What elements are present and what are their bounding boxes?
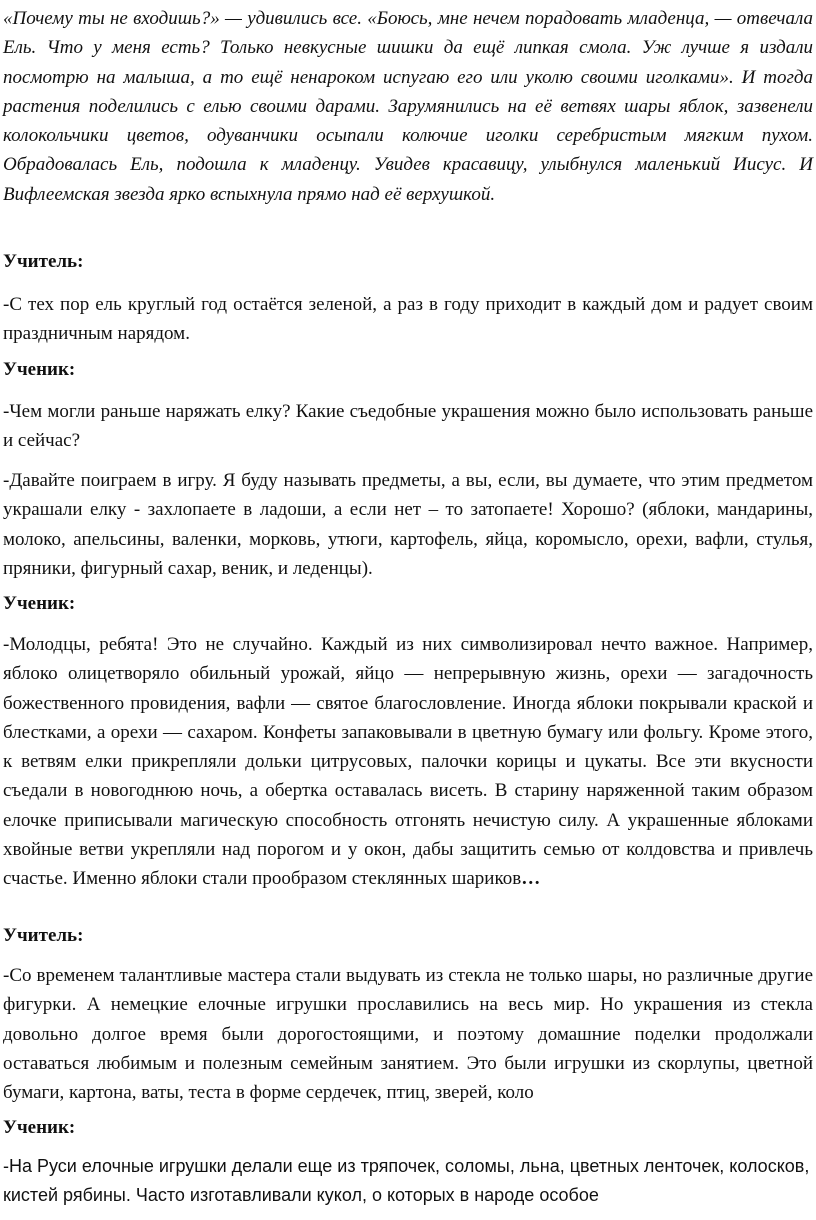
student-paragraph-3: -На Руси елочные игрушки делали еще из тряпочек, соломы, льна, цветных ленточек, колосков, кистей рябины. Часто изготавливали кукол, о которых в народе особое <box>3 1156 810 1205</box>
speaker-student-1: Ученик: <box>3 359 76 380</box>
intro-paragraph: «Почему ты не входишь?» — удивились все. «Боюсь, мне нечем порадовать младенца, — отвечала Ель. Что у меня есть? Только невкусные шишки да ещё липкая смола. Уж лучше я издали посмотрю на малыша, а то ещё ненароком испугаю его или уколю своими иголками». И тогда растения поделились с елью своими дарами. Зарумянились на её ветвях шары яблок, зазвенели колокольчики цветов, одуванчики осыпали колючие иголки серебристым мягким пухом. Обрадовалась Ель, подошла к младенцу. Увидев красавицу, улыбнулся маленький Иисус. И Вифлеемская звезда ярко вспыхнула прямо над её верхушкой. <box>3 8 813 205</box>
student-paragraph-2-text: -Молодцы, ребята! Это не случайно. Каждый из них символизировал нечто важное. Например, яблоко олицетворяло обильный урожай, яйцо — непрерывную жизнь, орехи — загадочность божественного провидения, вафли — святое благословление. Иногда яблоки покрывали краской и блестками, а орехи — сахаром. Конфеты запаковывали в цветную бумагу или фольгу. Кроме этого, к ветвям елки прикрепляли дольки цитрусовых, палочки корицы и цукаты. Все эти вкусности съедали в новогоднюю ночь, а обертка оставалась висеть. В старину наряженной таким образом елочке приписывали магическую способность отгонять нечистую силу. А украшенные яблоками хвойные ветви укрепляли над порогом и у окон, дабы защитить семью от колдовства и привлечь счастье. Именно яблоки стали прообразом стеклянных шариков <box>3 634 813 890</box>
speaker-student-2: Ученик: <box>3 593 76 614</box>
teacher-paragraph-2: -Со временем талантливые мастера стали выдувать из стекла не только шары, но различные другие фигурки. А немецкие елочные игрушки прославились на весь мир. Но украшения из стекла довольно долгое время были дорогостоящими, и поэтому домашние поделки продолжали оставаться любимым и полезным семейным занятием. Это были игрушки из скорлупы, цветной бумаги, картона, ваты, теста в форме сердечек, птиц, зверей, коло <box>3 965 813 1104</box>
ellipsis: … <box>521 868 541 890</box>
speaker-student-3: Ученик: <box>3 1117 76 1138</box>
student-paragraph-1: -Чем могли раньше наряжать елку? Какие съедобные украшения можно было использовать раньше и сейчас? <box>3 401 813 452</box>
speaker-teacher-1: Учитель: <box>3 251 84 272</box>
speaker-teacher-2: Учитель: <box>3 925 84 946</box>
game-paragraph: -Давайте поиграем в игру. Я буду называть предметы, а вы, если, вы думаете, что этим предметом украшали елку - захлопаете в ладоши, а если нет – то затопаете! Хорошо? (яблоки, мандарины, молоко, апельсины, валенки, морковь, утюги, картофель, яйца, коромысло, орехи, вафли, стулья, пряники, фигурный сахар, веник, и леденцы). <box>3 470 813 579</box>
teacher-paragraph-1: -С тех пор ель круглый год остаётся зеленой, а раз в году приходит в каждый дом и радует своим праздничным нарядом. <box>3 294 813 345</box>
student-paragraph-2 <box>3 630 813 894</box>
